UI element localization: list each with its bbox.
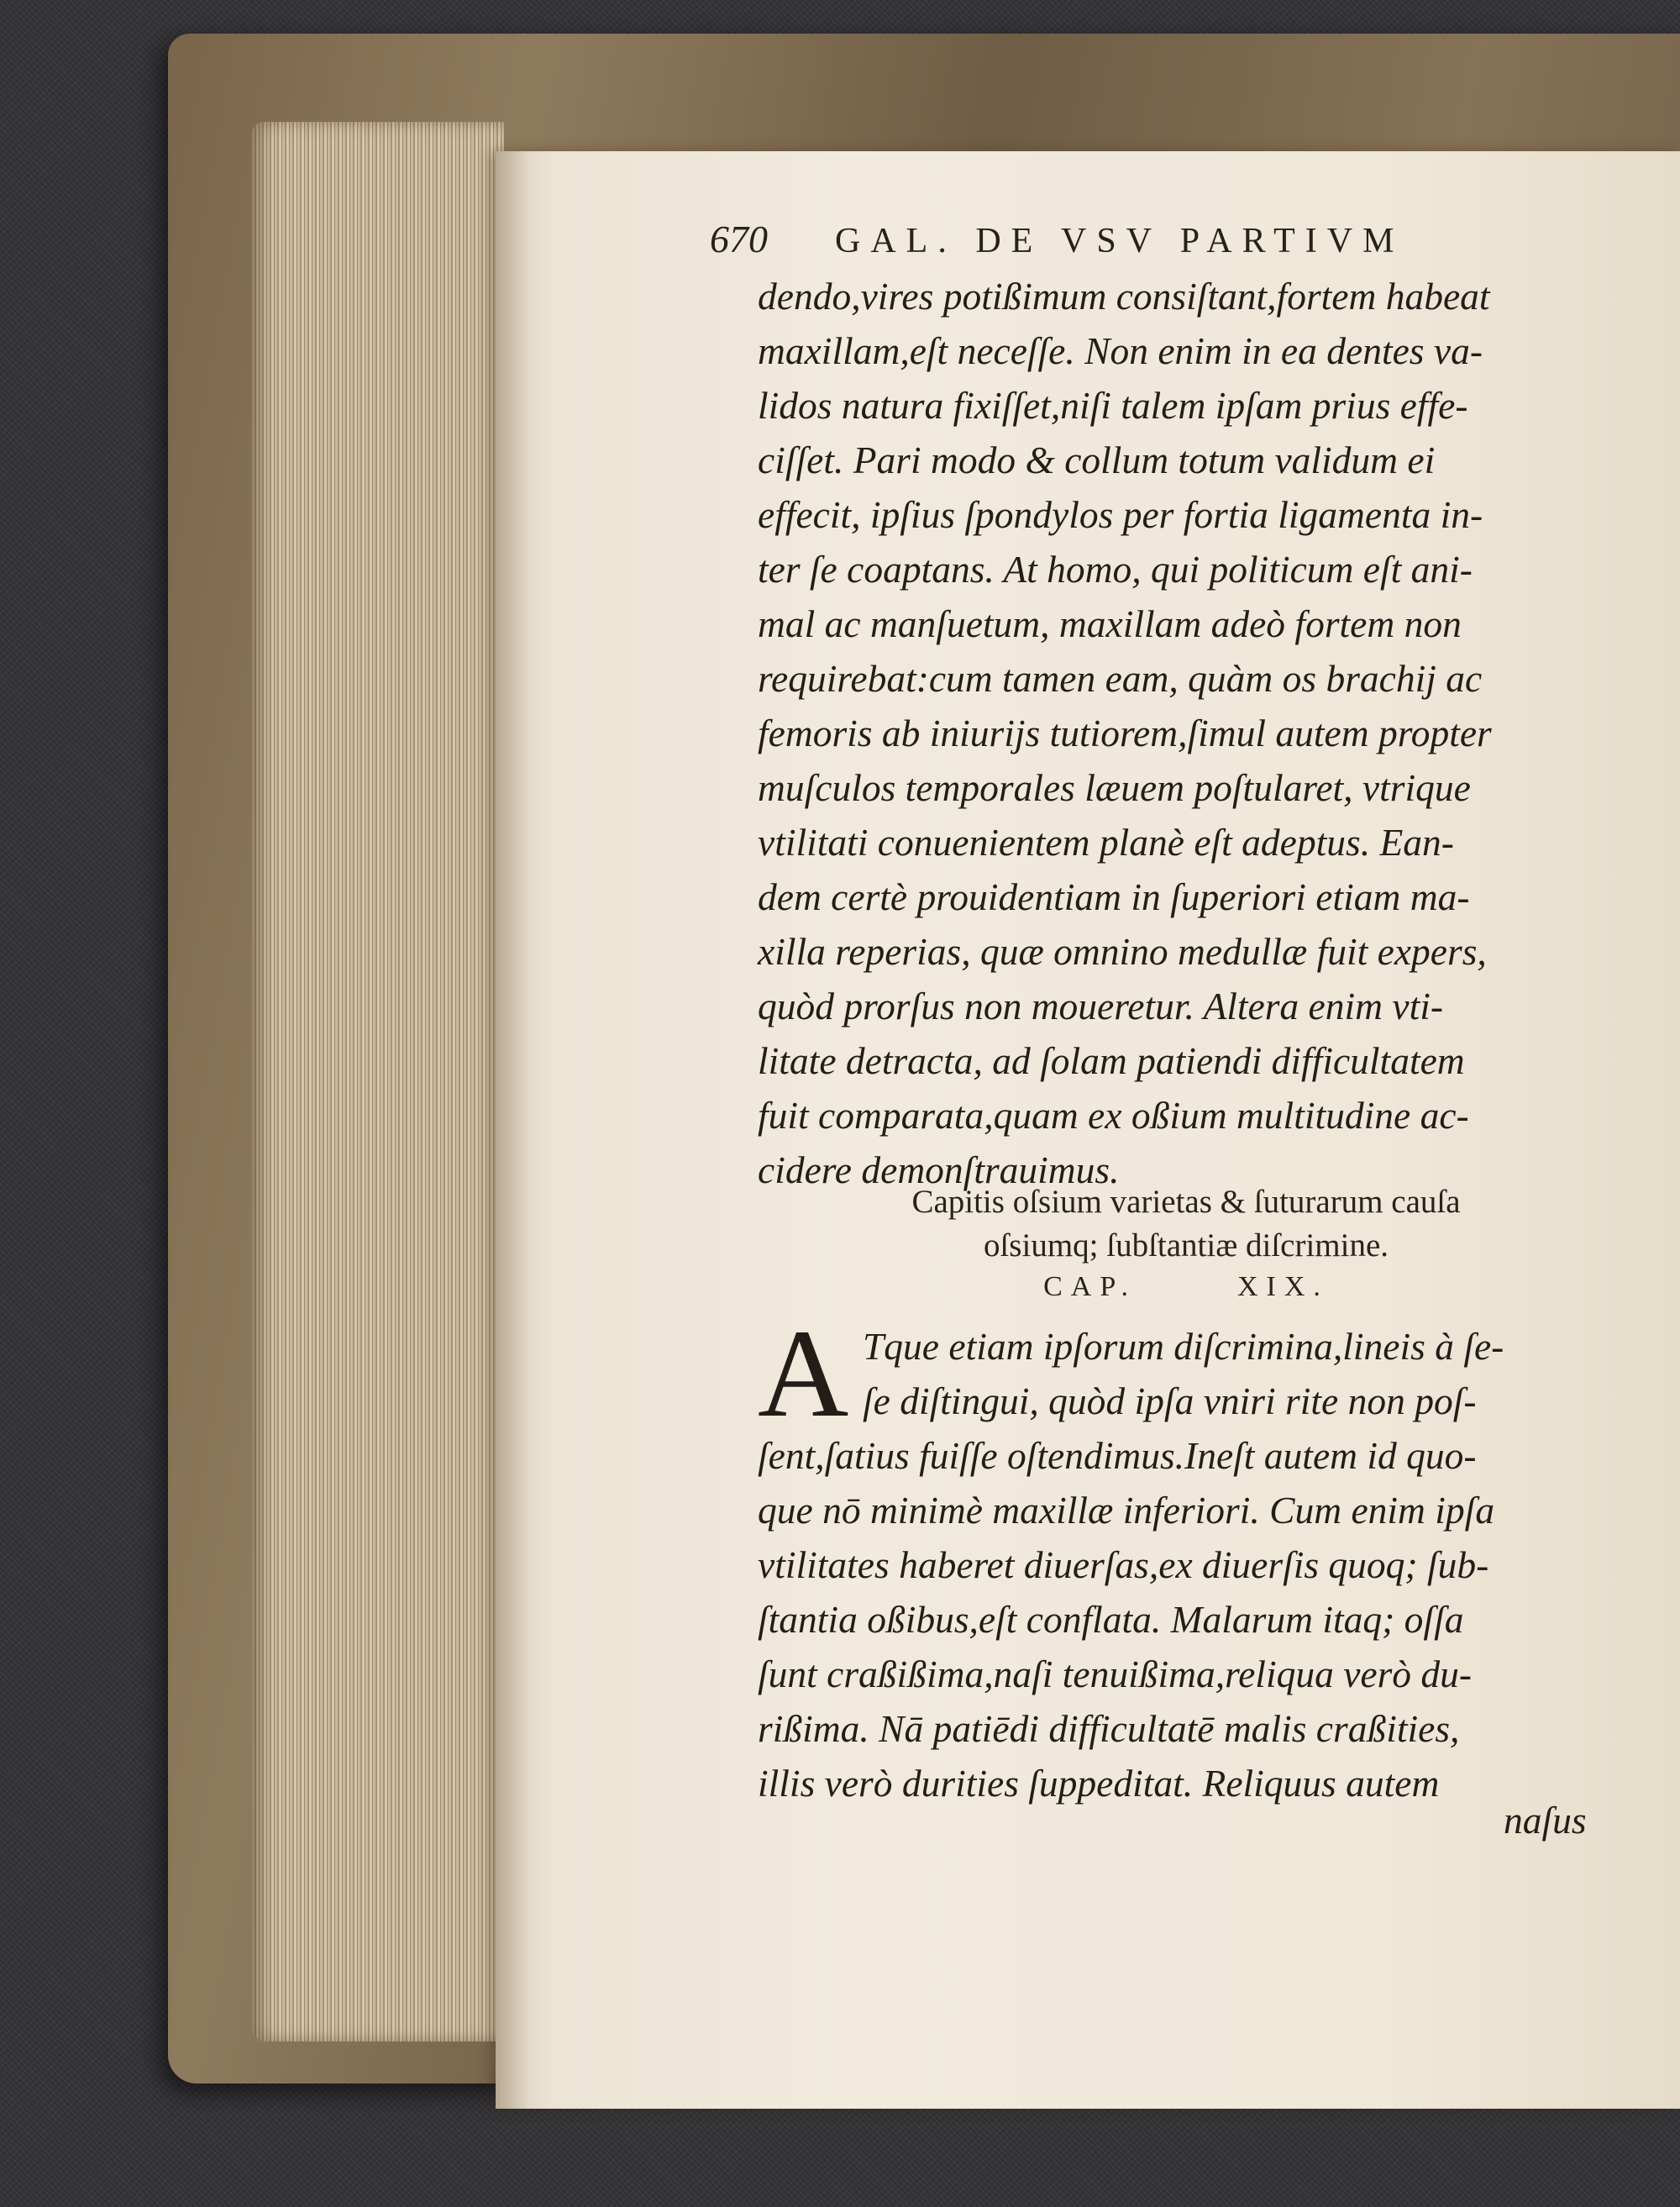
text-line: vtilitates haberet diuerſas,ex diuerſis quoq; ſub- [758, 1543, 1489, 1586]
text-line: ſunt craßißima,naſi tenuißima,reliqua verò du- [758, 1653, 1473, 1695]
catchword: naſus [1504, 1799, 1587, 1842]
text-line: ſe diſtingui, quòd ipſa vniri rite non poſ- [863, 1379, 1477, 1422]
chapter-word: CAP. [1043, 1271, 1137, 1302]
drop-cap: A [758, 1304, 849, 1443]
chapter-text [758, 1304, 1614, 1810]
section-heading [758, 1180, 1614, 1268]
running-title: GAL. DE VSV PARTIVM [835, 222, 1404, 260]
chapter-label [758, 1271, 1614, 1303]
section-heading-line: Capitis oſsium varietas & ſuturarum cauſa [911, 1184, 1461, 1220]
chapter-number: XIX. [1236, 1271, 1329, 1302]
text-line: ter ſe coaptans. At homo, qui politicum eſt ani- [758, 548, 1473, 591]
text-line: lidos natura fixiſſet,niſi talem ipſam prius effe- [758, 384, 1468, 427]
text-line: requirebat:cum tamen eam, quàm os brachij ac [758, 657, 1483, 700]
text-line: fuit comparata,quam ex oßium multitudine ac- [758, 1094, 1469, 1137]
text-line: rißima. Nā patiēdi difficultatē malis craßities, [758, 1707, 1460, 1750]
text-line: dendo,vires potißimum consiſtant,fortem habeat [758, 275, 1490, 318]
page-number: 670 [710, 218, 768, 260]
text-line: quòd prorſus non moueretur. Altera enim vti- [758, 985, 1444, 1027]
text-line: litate detracta, ad ſolam patiendi difficultatem [758, 1039, 1465, 1082]
text-line: effecit, ipſius ſpondylos per fortia ligamenta in- [758, 493, 1483, 536]
text-line: femoris ab iniurijs tutiorem,ſimul autem propter [758, 712, 1492, 754]
text-line: Tque etiam ipſorum diſcrimina,lineis à ſe- [863, 1325, 1504, 1368]
body-text [758, 269, 1614, 1197]
text-line: ſent,ſatius fuiſſe oſtendimus.Ineſt autem id quo- [758, 1434, 1477, 1477]
section-heading-line: oſsiumq; ſubſtantiæ diſcrimine. [983, 1227, 1389, 1264]
text-line: muſculos temporales læuem poſtularet, vtrique [758, 766, 1471, 809]
text-line: cidere demonſtrauimus. [758, 1148, 1120, 1191]
running-head [710, 217, 1483, 276]
text-line: vtilitati conuenientem planè eſt adeptus. Ean- [758, 821, 1454, 864]
text-line: xilla reperias, quæ omnino medullæ fuit expers, [758, 930, 1487, 973]
page-edges [252, 122, 504, 2041]
text-line: que nō minimè maxillæ inferiori. Cum enim ipſa [758, 1489, 1495, 1532]
text-line: ciſſet. Pari modo & collum totum validum ei [758, 439, 1436, 481]
text-line: mal ac manſuetum, maxillam adeò fortem non [758, 602, 1462, 645]
text-line: dem certè prouidentiam in ſuperiori etiam ma- [758, 875, 1470, 918]
text-line: ſtantia oßibus,eſt conflata. Malarum itaq; oſſa [758, 1598, 1464, 1641]
text-line: illis verò durities ſuppeditat. Reliquus autem [758, 1762, 1440, 1805]
text-line: maxillam,eſt neceſſe. Non enim in ea dentes va- [758, 329, 1483, 372]
